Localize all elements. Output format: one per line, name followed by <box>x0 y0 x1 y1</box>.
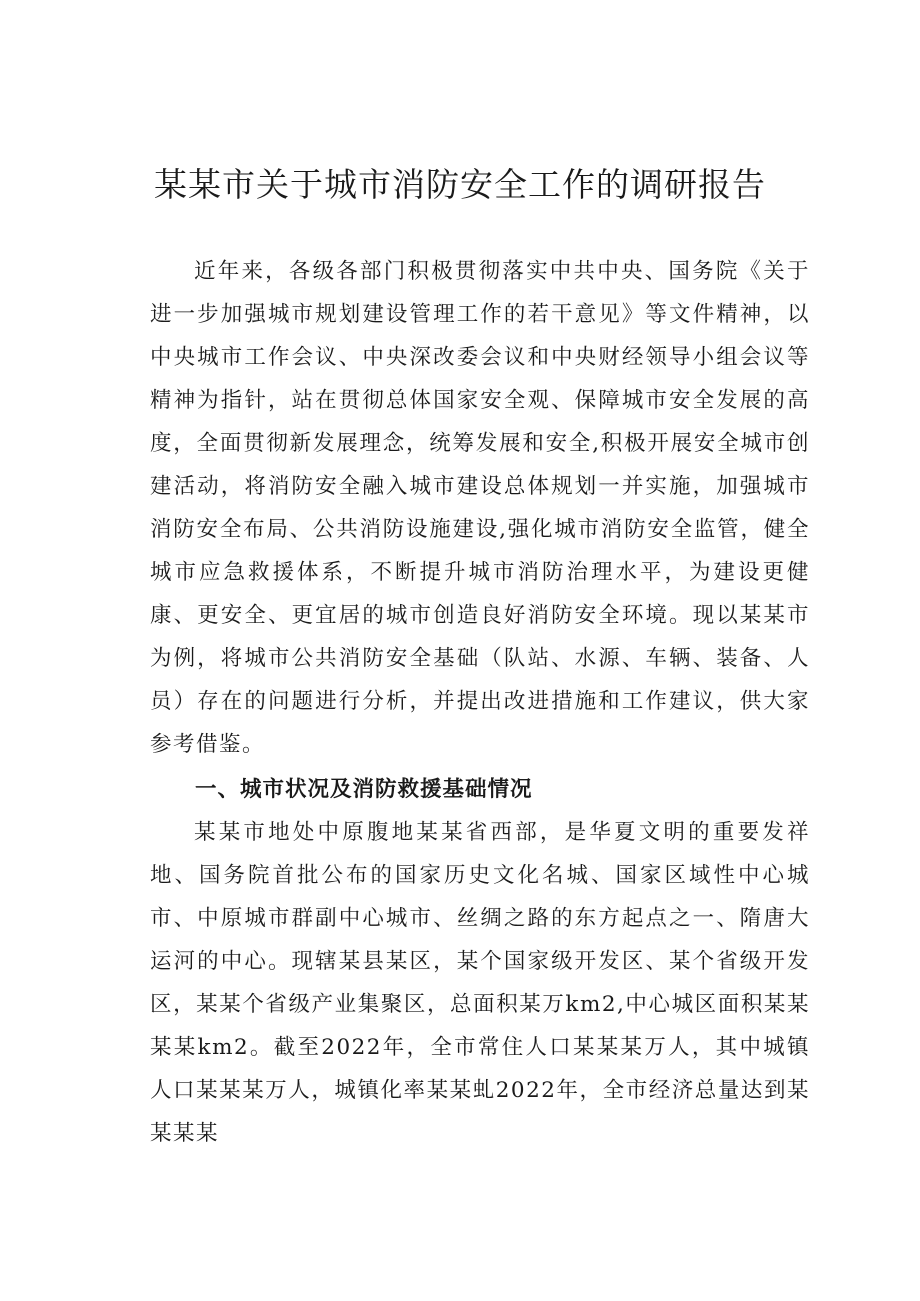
intro-paragraph: 近年来，各级各部门积极贯彻落实中共中央、国务院《关于进一步加强城市规划建设管理工作的若干意见》等文件精神，以中央城市工作会议、中央深改委会议和中央财经领导小组会议等精神为指针，站在贯彻总体国家安全观、保障城市安全发展的高度，全面贯彻新发展理念，统筹发展和安全,积极开展安全城市创建活动，将消防安全融入城市建设总体规划一并实施，加强城市消防安全布局、公共消防设施建设,强化城市消防安全监管，健全城市应急救援体系，不断提升城市消防治理水平，为建设更健康、更安全、更宜居的城市创造良好消防安全环境。现以某某市为例，将城市公共消防安全基础（队站、水源、车辆、装备、人员）存在的问题进行分析，并提出改进措施和工作建议，供大家参考借鉴。 <box>150 259 810 757</box>
section-paragraph: 某某市地处中原腹地某某省西部，是华夏文明的重要发祥地、国务院首批公布的国家历史文化名城、国家区域性中心城市、中原城市群副中心城市、丝绸之路的东方起点之一、隋唐大运河的中心。现辖某县某区，某个国家级开发区、某个省级开发区，某某个省级产业集聚区，总面积某万km2,中心城区面积某某某某km2。截至2022年，全市常住人口某某某万人，其中城镇人口某某某万人，城镇化率某某虬2022年，全市经济总量达到某某某某 <box>150 820 810 1146</box>
section-heading: 一、城市状况及消防救援基础情况 <box>195 777 533 802</box>
document-title: 某某市关于城市消防安全工作的调研报告 <box>154 165 766 204</box>
